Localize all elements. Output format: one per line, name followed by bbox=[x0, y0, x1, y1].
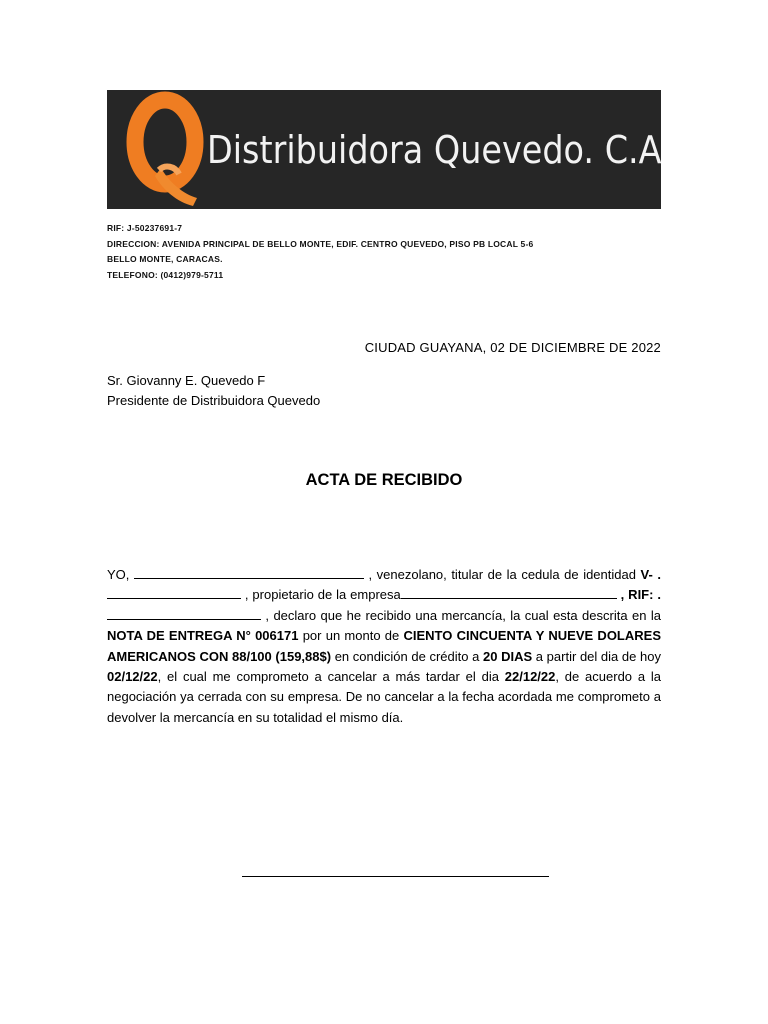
company-blank-line bbox=[401, 586, 617, 599]
company-info bbox=[107, 221, 533, 283]
id-dot: . bbox=[657, 567, 661, 582]
company-phone: TELEFONO: (0412)979-5711 bbox=[107, 269, 224, 280]
body-text-2: , venezolano, titular de la cedula de identidad bbox=[363, 567, 641, 582]
signature-line bbox=[242, 876, 549, 877]
id-blank-line bbox=[107, 586, 241, 599]
company-name: Distribuidora Quevedo. C.A bbox=[207, 128, 662, 172]
place-date: CIUDAD GUAYANA, 02 DE DICIEMBRE DE 2022 bbox=[364, 340, 661, 355]
company-rif: RIF: J-50237691-7 bbox=[107, 223, 183, 233]
body-text-8: , el cual me comprometo a cancelar a más tardar el dia bbox=[157, 669, 505, 685]
start-date: 02/12/22 bbox=[107, 669, 158, 685]
body-text-1: YO, bbox=[107, 567, 134, 582]
recipient-role: Presidente de Distribuidora Quevedo bbox=[107, 393, 321, 408]
company-logo-q-icon bbox=[125, 90, 205, 209]
body-text-5: por un monto de bbox=[298, 628, 404, 644]
body-text-4: , declaro que he recibido una mercancía, la cual esta descrita en la bbox=[261, 607, 661, 623]
body-text-7: a partir del dia de hoy bbox=[532, 648, 661, 664]
delivery-note-number: NOTA DE ENTREGA N° 006171 bbox=[107, 628, 299, 644]
recipient-block bbox=[107, 371, 320, 411]
due-date: 22/12/22 bbox=[504, 669, 556, 685]
name-blank-line bbox=[134, 566, 364, 579]
body-text-3: , propietario de la empresa bbox=[241, 587, 401, 603]
body-text-9: , de acuerdo a la negociación ya cerrada con su empresa. De no cancelar a la fecha acordada me comprometo a devolver la mercancía en su totalidad el mismo día. bbox=[107, 669, 661, 725]
id-prefix: V- bbox=[640, 567, 653, 582]
company-address: DIRECCION: AVENIDA PRINCIPAL DE BELLO MONTE, EDIF. CENTRO QUEVEDO, PISO PB LOCAL 5-6 bbox=[107, 238, 534, 249]
recipient-name: Sr. Giovanny E. Quevedo F bbox=[107, 373, 266, 388]
rif-blank-line bbox=[107, 607, 261, 620]
header-banner bbox=[107, 90, 661, 209]
rif-dot: . bbox=[657, 587, 661, 603]
rif-label: , RIF: bbox=[616, 587, 654, 603]
declaration-paragraph bbox=[107, 565, 661, 728]
credit-days: 20 DIAS bbox=[483, 648, 533, 664]
amount-text: CIENTO CINCUENTA Y NUEVE DOLARES AMERICANOS CON 88/100 (159,88$) bbox=[107, 628, 661, 664]
company-city: BELLO MONTE, CARACAS. bbox=[107, 254, 223, 264]
body-text-6: en condición de crédito a bbox=[331, 648, 483, 664]
document-title: ACTA DE RECIBIDO bbox=[305, 471, 463, 489]
